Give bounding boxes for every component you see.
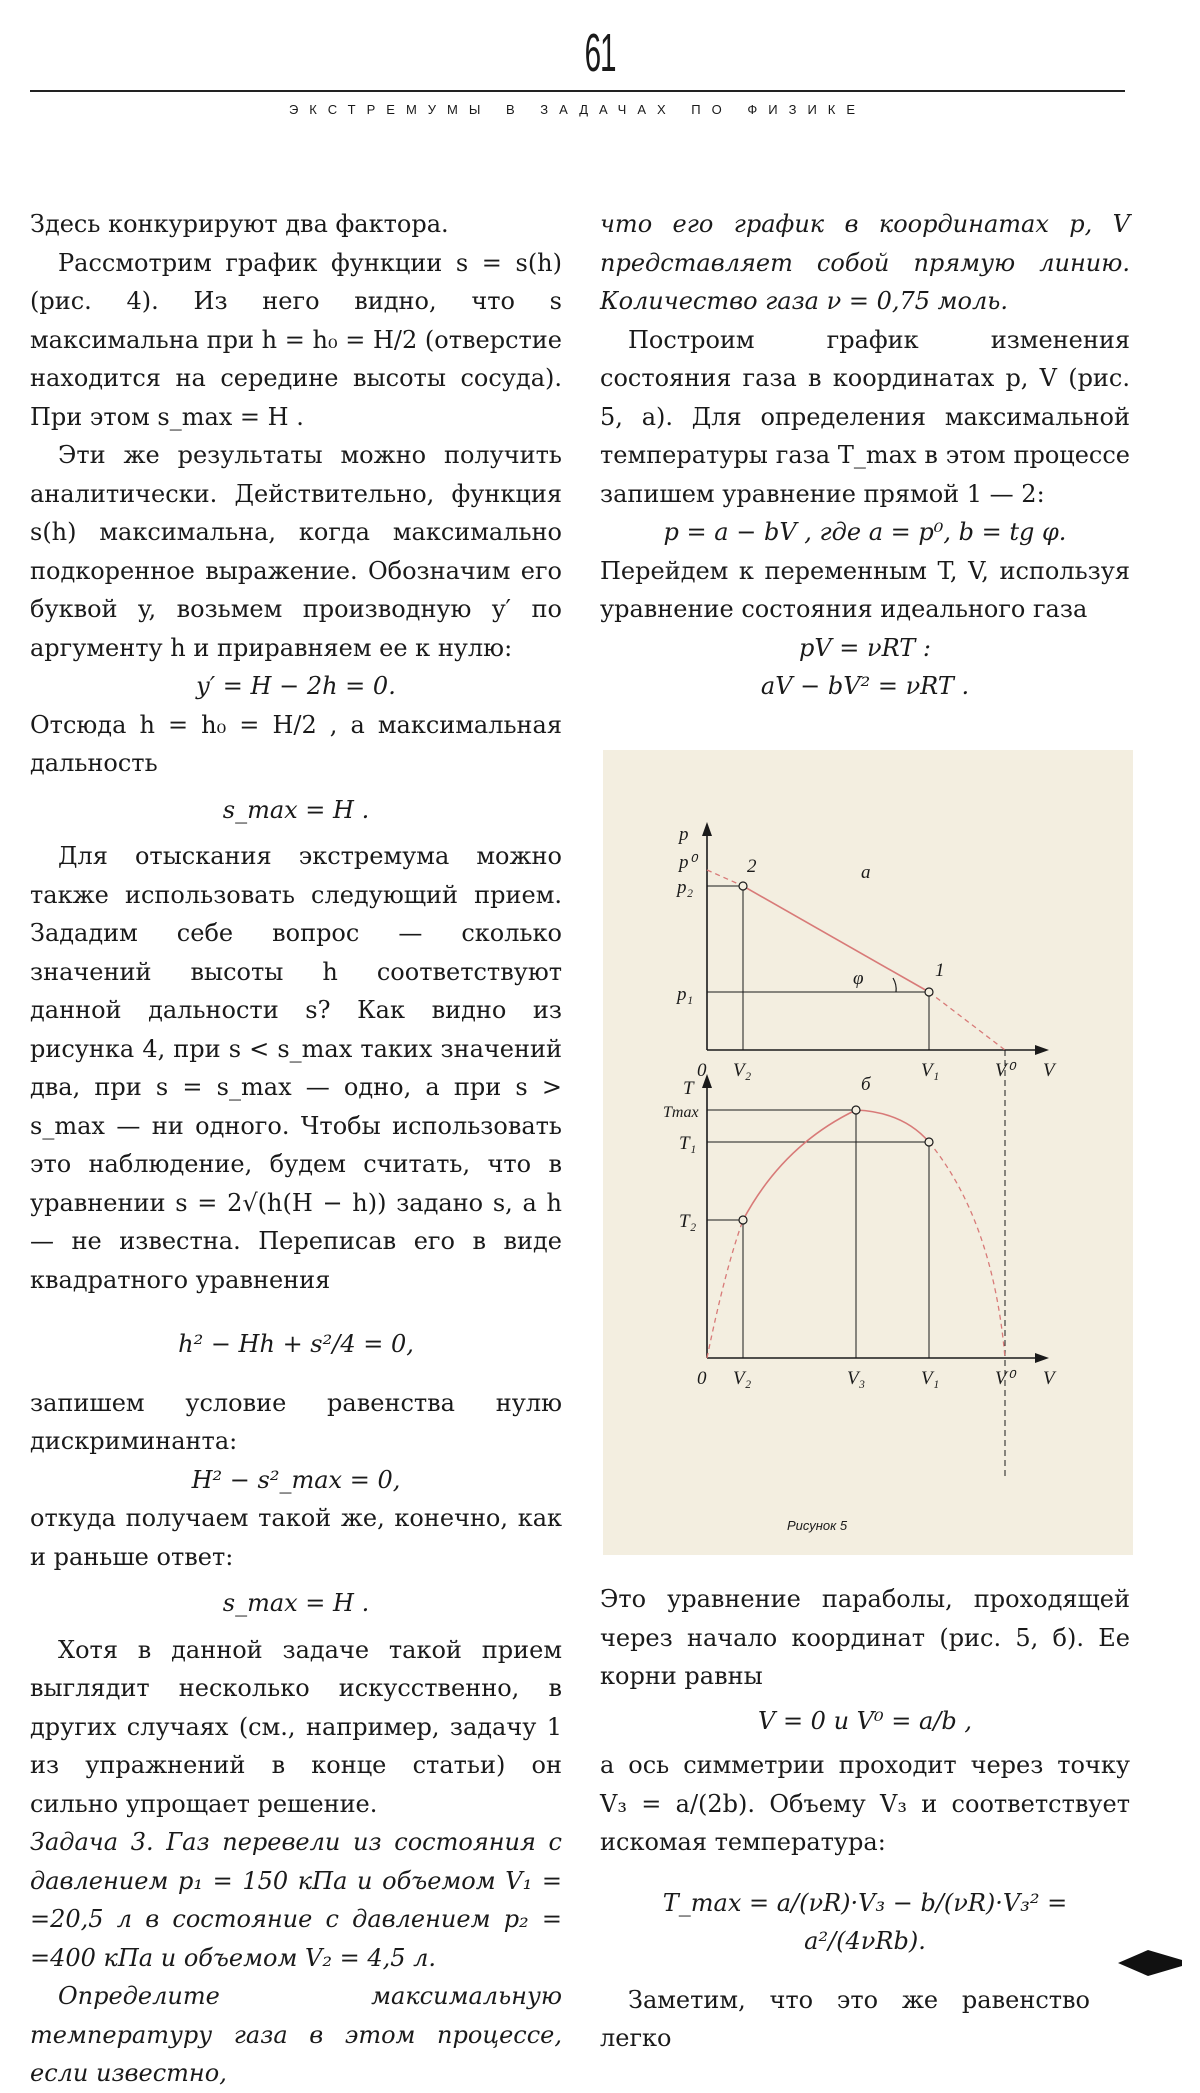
equation: s_max = H . — [222, 1589, 370, 1617]
paragraph: откуда получаем такой же, конечно, как и раньше ответ: — [30, 1504, 562, 1571]
right-column-bottom — [600, 1580, 1130, 2058]
equation: V = 0 и V⁰ = a/b , — [757, 1706, 973, 1735]
page-number: 61 — [584, 23, 616, 83]
equation: pV = νRT : — [798, 633, 932, 662]
paragraph: Рассмотрим график функции s = s(h) (рис. 4). Из него видно, что s максимальна при h = h₀ = H/2 (отверстие находится на середине высоты сосуда). При этом s_max = H . — [30, 248, 562, 431]
paragraph: Хотя в данной задаче такой прием выглядит несколько искусственно, в других случаях (см., например, задачу 1 из упражнений в конце статьи) он сильно упрощает решение. — [30, 1635, 562, 1818]
point-2-label: 2 — [747, 856, 757, 877]
paragraph: Отсюда h = h₀ = H/2 , а максимальная дальность — [30, 710, 562, 777]
problem-continuation: что его график в координатах p, V представляет собой прямую линию. Количество газа ν = 0,75 моль. — [600, 210, 1130, 315]
equation: s_max = H . — [222, 795, 370, 824]
equation: aV − bV² = νRT . — [760, 672, 970, 700]
problem-statement: Задача 3. Газ перевели из состояния с давлением p₁ = 150 кПа и объемом V₁ = =20,5 л в состояние с давлением p₂ = =400 кПа и объемом V₂ = 4,5 л. — [30, 1828, 562, 1972]
header-rule — [30, 90, 1125, 92]
axis-label-t: T — [683, 1078, 694, 1099]
tick-v3: V₃ — [847, 1368, 866, 1389]
equation: H² − s²_max = 0, — [191, 1465, 401, 1494]
tick-p0: p⁰ — [679, 852, 697, 873]
paragraph: Заметим, что это же равенство легко — [600, 1985, 1090, 2052]
equation: p = a − bV , где a = p⁰, b = tg φ. — [663, 518, 1067, 546]
paragraph: Построим график изменения состояния газа в координатах p, V (рис. 5, а). Для определения максимальной температуры газа T_max в этом процессе запишем уравнение прямой 1 — 2: — [600, 325, 1130, 508]
tick-p1: p₁ — [677, 984, 694, 1005]
axis-label-p: p — [679, 824, 689, 845]
tick-p2: p₂ — [677, 877, 694, 898]
figure-5 — [603, 750, 1133, 1555]
tick-v0: V⁰ — [995, 1368, 1015, 1389]
equation: T_max = a/(νR)·V₃ − b/(νR)·V₃² = a²/(4νRb). — [662, 1888, 1068, 1955]
graph-b — [663, 1074, 1057, 1389]
panel-label-a: а — [861, 862, 871, 883]
panel-label-b: б — [861, 1074, 871, 1095]
running-head: ЭКСТРЕМУМЫ В ЗАДАЧАХ ПО ФИЗИКЕ — [288, 102, 867, 117]
left-column — [30, 205, 562, 2093]
point-1-label: 1 — [935, 960, 945, 981]
paragraph: Здесь конкурируют два фактора. — [30, 210, 449, 238]
problem-question: Определите максимальную температуру газа в этом процессе, если известно, — [30, 1982, 562, 2087]
tick-v0: V⁰ — [995, 1060, 1015, 1081]
tick-v2: V₂ — [733, 1368, 752, 1389]
paragraph: Это уравнение параболы, проходящей через начало координат (рис. 5, б). Ее корни равны — [600, 1585, 1130, 1690]
tick-t1: T₁ — [679, 1133, 697, 1154]
equation: y′ = H − 2h = 0. — [196, 672, 396, 700]
equation: h² − Hh + s²/4 = 0, — [178, 1330, 414, 1358]
origin-label: 0 — [697, 1060, 707, 1081]
paragraph: Эти же результаты можно получить аналитически. Действительно, функция s(h) максимальна, когда максимально подкоренное выражение. Обозначим его буквой y, возьмем производную y′ по аргументу h и приравняем ее к нулю: — [30, 441, 562, 662]
tick-v1: V₁ — [921, 1368, 940, 1389]
tick-tmax: Tmax — [663, 1104, 699, 1121]
figure-caption: Рисунок 5 — [787, 1518, 848, 1533]
continue-arrow-icon — [1118, 1948, 1182, 1978]
angle-phi: φ — [853, 968, 864, 989]
right-column-top — [600, 205, 1130, 706]
tick-t2: T₂ — [679, 1211, 697, 1232]
tick-v1: V₁ — [921, 1060, 940, 1081]
axis-label-v: V — [1043, 1060, 1055, 1081]
paragraph: запишем условие равенства нулю дискриминанта: — [30, 1388, 562, 1455]
axis-label-v: V — [1043, 1368, 1055, 1389]
paragraph: Перейдем к переменным T, V, используя уравнение состояния идеального газа — [600, 556, 1130, 623]
tick-v2: V₂ — [733, 1060, 752, 1081]
origin-label: 0 — [697, 1368, 707, 1389]
paragraph: Для отыскания экстремума можно также использовать следующий прием. Зададим себе вопрос — сколько значений высоты h соответствуют данной дальности s? Как видно из рисунка 4, при s < s_max таких значений два, при s = s_max — одно, а при s > s_max — ни одного. Чтобы использовать это наблюдение, будем считать, что в уравнении s = 2√(h(H − h)) задано s, а h — не известна. Переписав его в виде квадратного уравнения — [30, 842, 562, 1294]
paragraph: а ось симметрии проходит через точку V₃ = a/(2b). Объему V₃ и соответствует искомая температура: — [600, 1751, 1130, 1856]
